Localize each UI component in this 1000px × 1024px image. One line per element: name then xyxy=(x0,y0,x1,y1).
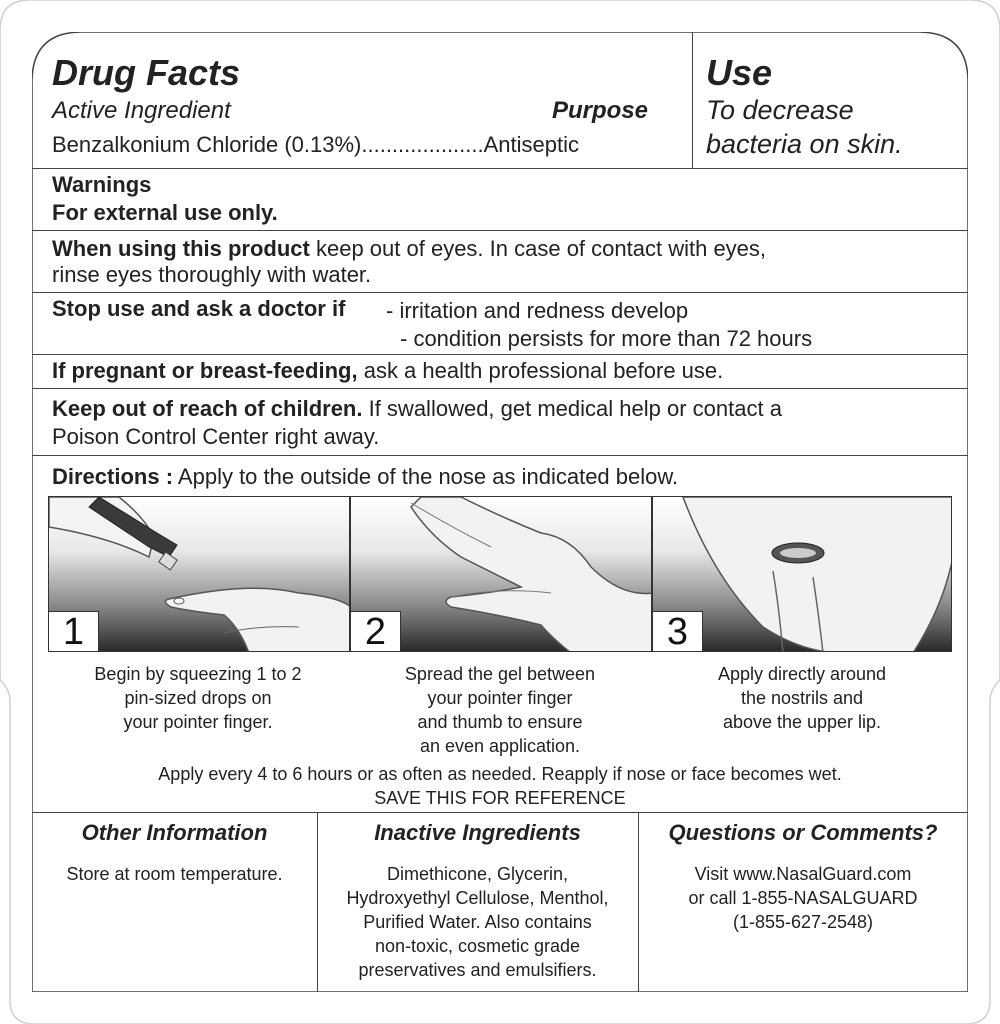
step-3-illustration xyxy=(652,496,952,652)
use-line-2: bacteria on skin. xyxy=(706,129,903,159)
step-2-caption xyxy=(350,662,650,758)
active-ingredient-label: Active Ingredient xyxy=(52,97,231,124)
stop-use-bold: Stop use and ask a doctor if xyxy=(52,296,346,321)
questions-text xyxy=(638,862,968,934)
step-1-illustration xyxy=(48,496,350,652)
inactive-ingredients-text xyxy=(317,862,638,982)
pregnant-text: ask a health professional before use. xyxy=(357,358,724,383)
step-2-illustration xyxy=(350,496,652,652)
stop-use-item-2: - condition persists for more than 72 hours xyxy=(400,326,813,351)
external-use-text: For external use only. xyxy=(52,200,278,225)
reapply-text: Apply every 4 to 6 hours or as often as needed. Reapply if nose or face becomes wet. xyxy=(158,764,842,784)
step-3-number: 3 xyxy=(653,611,703,651)
step-3-caption-line-1: Apply directly around xyxy=(717,664,887,684)
inactive-ingredients-line-4: non-toxic, cosmetic grade xyxy=(374,936,581,956)
step-1-caption-line-3: your pointer finger. xyxy=(123,712,273,732)
step-2-caption-line-2: your pointer finger xyxy=(427,688,573,708)
keep-out-line-1 xyxy=(52,396,782,422)
inactive-ingredients-line-2: Hydroxyethyl Cellulose, Menthol, xyxy=(346,888,609,908)
other-information-title: Other Information xyxy=(81,820,268,845)
keep-out-text-1: If swallowed, get medical help or contact a xyxy=(362,396,782,421)
step-3-caption-line-2: the nostrils and xyxy=(740,688,864,708)
questions-phone-numeric: (1-855-627-2548) xyxy=(732,912,874,932)
step-1-caption-line-2: pin-sized drops on xyxy=(124,688,272,708)
when-using-bold: When using this product xyxy=(52,236,310,261)
use-title: Use xyxy=(706,52,773,93)
inactive-ingredients-line-5: preservatives and emulsifiers. xyxy=(358,960,597,980)
directions-text: Apply to the outside of the nose as indicated below. xyxy=(173,464,679,489)
step-2-caption-line-1: Spread the gel between xyxy=(404,664,596,684)
step-1-caption-line-1: Begin by squeezing 1 to 2 xyxy=(94,664,302,684)
when-using-line-1 xyxy=(52,236,766,262)
keep-out-bold: Keep out of reach of children. xyxy=(52,396,363,421)
drug-facts-panel xyxy=(32,32,968,992)
directions-line xyxy=(52,464,678,490)
keep-out-text-2: Poison Control Center right away. xyxy=(52,424,380,449)
ingredient-line: Benzalkonium Chloride (0.13%)....................Antiseptic xyxy=(52,132,580,157)
purpose-label: Purpose xyxy=(552,97,649,124)
save-for-reference: SAVE THIS FOR REFERENCE xyxy=(374,788,626,808)
warnings-title: Warnings xyxy=(52,172,152,197)
step-1-caption xyxy=(48,662,348,734)
pregnant-bold: If pregnant or breast-feeding, xyxy=(52,358,358,383)
pregnant-line xyxy=(52,358,723,384)
use-line-1: To decrease xyxy=(706,95,854,125)
stop-use-item-1: - irritation and redness develop xyxy=(386,298,689,323)
inactive-ingredients-line-1: Dimethicone, Glycerin, xyxy=(386,864,569,884)
questions-phone: or call 1-855-NASALGUARD xyxy=(688,888,918,908)
step-1-number: 1 xyxy=(49,611,99,651)
when-using-text-2: rinse eyes thoroughly with water. xyxy=(52,262,372,287)
step-3-caption xyxy=(652,662,952,734)
directions-label: Directions : xyxy=(52,464,174,489)
when-using-text-1: keep out of eyes. In case of contact with eyes, xyxy=(309,236,767,261)
bottom-section-divider xyxy=(32,812,968,813)
inactive-ingredients-line-3: Purified Water. Also contains xyxy=(363,912,592,932)
step-2-number: 2 xyxy=(351,611,401,651)
inactive-ingredients-title: Inactive Ingredients xyxy=(374,820,581,845)
step-3-caption-line-3: above the upper lip. xyxy=(722,712,882,732)
step-2-caption-line-4: an even application. xyxy=(419,736,581,756)
questions-website: Visit www.NasalGuard.com xyxy=(694,864,912,884)
drug-facts-title: Drug Facts xyxy=(52,52,241,93)
other-information-text: Store at room temperature. xyxy=(66,864,283,884)
questions-title: Questions or Comments? xyxy=(668,820,938,845)
step-2-caption-line-3: and thumb to ensure xyxy=(417,712,583,732)
